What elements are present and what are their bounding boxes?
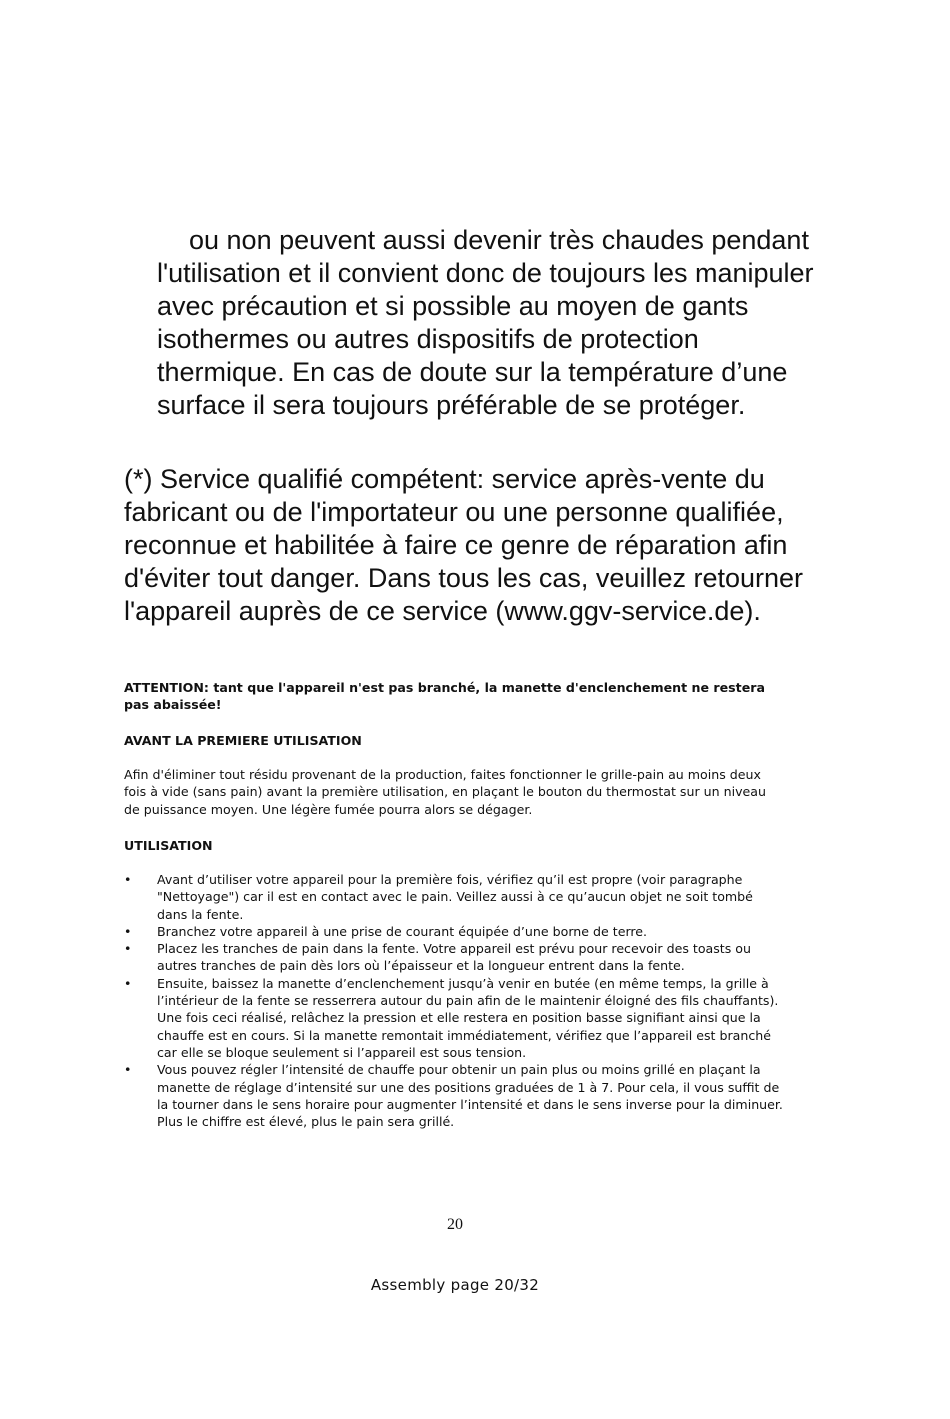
list-item-text: Ensuite, baissez la manette d’enclenchement jusqu’à venir en butée (en même temps, la grille à l’intérieur de la fente se resserrera autour du pain afin de le maintenir éloigné des fils chauffants). Une fois ceci réalisé, relâchez la pression et elle restera en position basse signifiant ainsi que la chauffe est en cours. Si la manette remontait immédiatement, vérifiez que l’appareil est branché car elle se bloque seulement si l’appareil est sous tension.: [157, 975, 779, 1060]
bullet-icon: •: [124, 872, 132, 887]
list-item: [124, 871, 784, 923]
continued-paragraph: ou non peuvent aussi devenir très chaudes pendant l'utilisation et il convient donc de toujours les manipuler avec précaution et si possible au moyen de gants isothermes ou autres dispositifs de protection thermique. En cas de doute sur la température d’une surface il sera toujours préférable de se protéger.: [157, 225, 814, 420]
list-item-text: Placez les tranches de pain dans la fente. Votre appareil est prévu pour recevoir des toasts ou autres tranches de pain dès lors où l’épaisseur et la longueur entrent dans la fente.: [157, 941, 751, 974]
section-heading-avant: AVANT LA PREMIERE UTILISATION: [124, 733, 362, 748]
attention-note: ATTENTION: tant que l'appareil n'est pas branché, la manette d'enclenchement ne restera pas abaissée!: [124, 680, 765, 713]
assembly-footer: Assembly page 20/32: [370, 1276, 540, 1294]
list-item-text: Avant d’utiliser votre appareil pour la première fois, vérifiez qu’il est propre (voir paragraphe "Nettoyage") car il est en contact avec le pain. Veillez aussi à ce qu’aucun objet ne soit tombé dans la fente.: [157, 872, 753, 922]
bullet-icon: •: [124, 975, 132, 991]
list-item-text: Branchez votre appareil à une prise de courant équipée d’une borne de terre.: [157, 923, 648, 939]
service-note-paragraph: (*) Service qualifié compétent: service après-vente du fabricant ou de l'importateur ou une personne qualifiée, reconnue et habilitée à faire ce genre de réparation afin d'éviter tout danger. Dans tous les cas, veuillez retourner l'appareil auprès de ce service (www.ggv-service.de).: [124, 464, 804, 626]
list-item: [124, 940, 784, 975]
section-heading-utilisation: UTILISATION: [124, 838, 213, 853]
list-item: [124, 1061, 784, 1130]
page-number: 20: [447, 1216, 463, 1233]
avant-paragraph: Afin d'éliminer tout résidu provenant de la production, faites fonctionner le grille-pain au moins deux fois à vide (sans pain) avant la première utilisation, en plaçant le bouton du thermostat sur un niveau de puissance moyen. Une légère fumée pourra alors se dégager.: [124, 767, 767, 817]
bullet-icon: •: [124, 923, 132, 939]
bullet-icon: •: [124, 1062, 132, 1078]
bullet-icon: •: [124, 941, 132, 957]
utilisation-list: [124, 871, 784, 1130]
list-item: [124, 923, 784, 940]
list-item: [124, 975, 784, 1061]
list-item-text: Vous pouvez régler l’intensité de chauffe pour obtenir un pain plus ou moins grillé en plaçant la manette de réglage d’intensité sur une des positions graduées de 1 à 7. Pour cela, il vous suffit de la tourner dans le sens horaire pour augmenter l’intensité et dans le sens inverse pour la diminuer. Plus le chiffre est élevé, plus le pain sera grillé.: [157, 1062, 783, 1130]
